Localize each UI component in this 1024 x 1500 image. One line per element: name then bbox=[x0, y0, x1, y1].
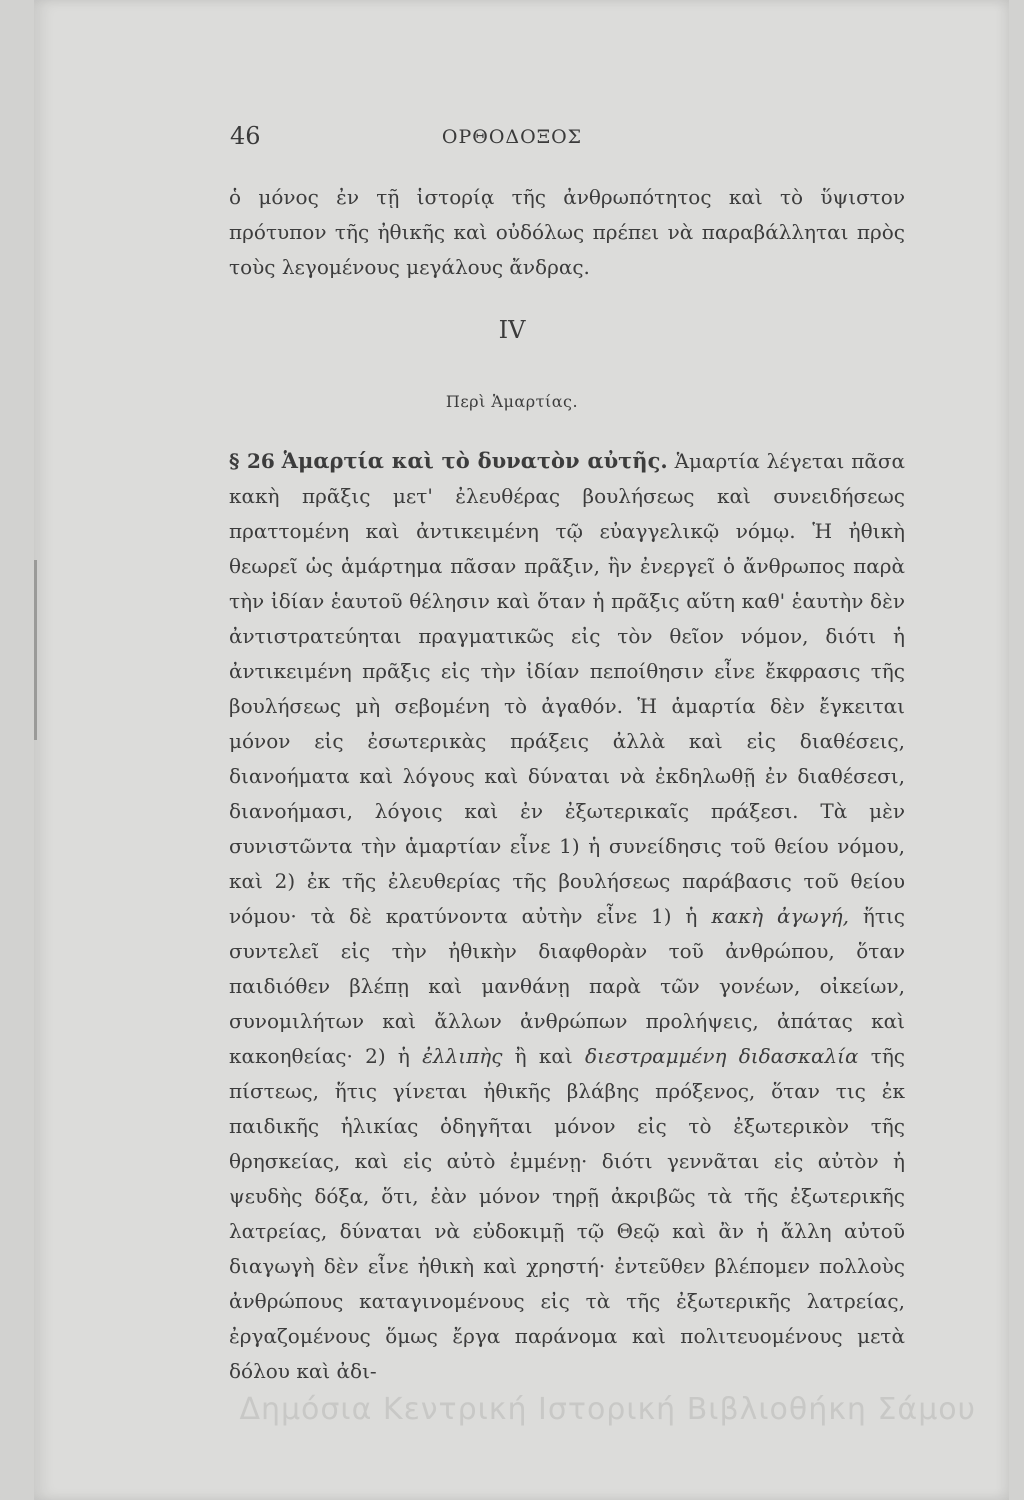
opening-paragraph bbox=[229, 180, 905, 285]
page-number: 46 bbox=[230, 122, 261, 150]
section-emphasis-b: ἐλλιπὴς bbox=[422, 1044, 503, 1068]
chapter-numeral: IV bbox=[498, 316, 526, 344]
running-head: ΟΡΘΟΔΟΞΟΣ bbox=[441, 126, 583, 148]
section-title: Ἁμαρτία καὶ τὸ δυνατὸν αὐτῆς. bbox=[281, 448, 668, 473]
section-text-c: ἢ καὶ bbox=[514, 1044, 573, 1068]
gutter-mark bbox=[34, 560, 37, 740]
section-mark: § 26 bbox=[229, 449, 275, 473]
chapter-title: Περὶ Ἁμαρτίας. bbox=[445, 392, 579, 411]
page-header bbox=[0, 122, 1024, 162]
section-emphasis-c: διεστραμμένη διδασκαλία bbox=[585, 1044, 859, 1068]
section-emphasis-a: κακὴ ἀγωγή, bbox=[711, 904, 850, 928]
section-paragraph bbox=[229, 443, 905, 1389]
section-text-d: τῆς πίστεως, ἥτις γίνεται ἠθικῆς βλάβης πρόξενος, ὅταν τις ἐκ παιδικῆς ἡλικίας ὁδηγῆται μόνον εἰς τὸ ἐξωτερικὸν τῆς θρησκείας, καὶ εἰς αὐτὸ ἐμμένῃ· διότι γεννᾶται εἰς αὐτὸν ἡ ψευδὴς δόξα, ὅτι, ἐὰν μόνον τηρῇ ἀκριβῶς τὰ τῆς ἐξωτερικῆς λατρείας, δύναται νὰ εὐδοκιμῇ τῷ Θεῷ καὶ ἂν ἡ ἄλλη αὐτοῦ διαγωγὴ δὲν εἶνε ἠθικὴ καὶ χρηστή· ἐντεῦθεν βλέπομεν πολλοὺς ἀνθρώπους καταγινομένους εἰς τὰ τῆς ἐξωτερικῆς λατρείας, ἐργαζομένους ὅμως ἔργα παράνομα καὶ πολιτευομένους μετὰ δόλου καὶ ἀδι- bbox=[229, 1044, 905, 1383]
paragraph-text: ὁ μόνος ἐν τῇ ἱστορίᾳ τῆς ἀνθρωπότητος καὶ τὸ ὕψιστον πρότυπον τῆς ἠθικῆς καὶ οὐδόλως πρέπει νὰ παραβάλληται πρὸς τοὺς λεγομένους μεγάλους ἄνδρας. bbox=[229, 185, 905, 279]
library-watermark: Δημόσια Κεντρική Ιστορική Βιβλιοθήκη Σάμου bbox=[239, 1392, 976, 1427]
section-text-b: ἥτις συντελεῖ εἰς τὴν ἠθικὴν διαφθορὰν τοῦ ἀνθρώπου, ὅταν παιδιόθεν βλέπῃ καὶ μανθάνῃ παρὰ τῶν γονέων, οἰκείων, συνομιλήτων καὶ ἄλλων ἀνθρώπων προλήψεις, ἀπάτας καὶ κακοηθείας· 2) ἡ bbox=[229, 904, 906, 1068]
section-text-a: Ἁμαρτία λέγεται πᾶσα κακὴ πρᾶξις μετ' ἐλευθέρας βουλήσεως καὶ συνειδήσεως πραττομένη καὶ ἀντικειμένη τῷ εὐαγγελικῷ νόμῳ. Ἡ ἠθικὴ θεωρεῖ ὡς ἁμάρτημα πᾶσαν πρᾶξιν, ἣν ἐνεργεῖ ὁ ἄνθρωπος παρὰ τὴν ἰδίαν ἑαυτοῦ θέλησιν καὶ ὅταν ἡ πρᾶξις αὕτη καθ' ἑαυτὴν δὲν ἀντιστρατεύηται πραγματικῶς εἰς τὸν θεῖον νόμον, διότι ἡ ἀντικειμένη πρᾶξις εἰς τὴν ἰδίαν πεποίθησιν εἶνε ἔκφρασις τῆς βουλήσεως μὴ σεβομένη τὸ ἀγαθόν. Ἡ ἁμαρτία δὲν ἔγκειται μόνον εἰς ἐσωτερικὰς πράξεις ἀλλὰ καὶ εἰς διαθέσεις, διανοήματα καὶ λόγους καὶ δύναται νὰ ἐκδηλωθῇ ἐν διαθέσεσι, διανοήμασι, λόγοις καὶ ἐν ἐξωτερικαῖς πράξεσι. Τὰ μὲν συνιστῶντα τὴν ἁμαρτίαν εἶνε 1) ἡ συνείδησις τοῦ θείου νόμου, καὶ 2) ἐκ τῆς ἐλευθερίας τῆς βουλήσεως παράβασις τοῦ θείου νόμου· τὰ δὲ κρατύνοντα αὐτὴν εἶνε 1) ἡ bbox=[229, 449, 906, 928]
